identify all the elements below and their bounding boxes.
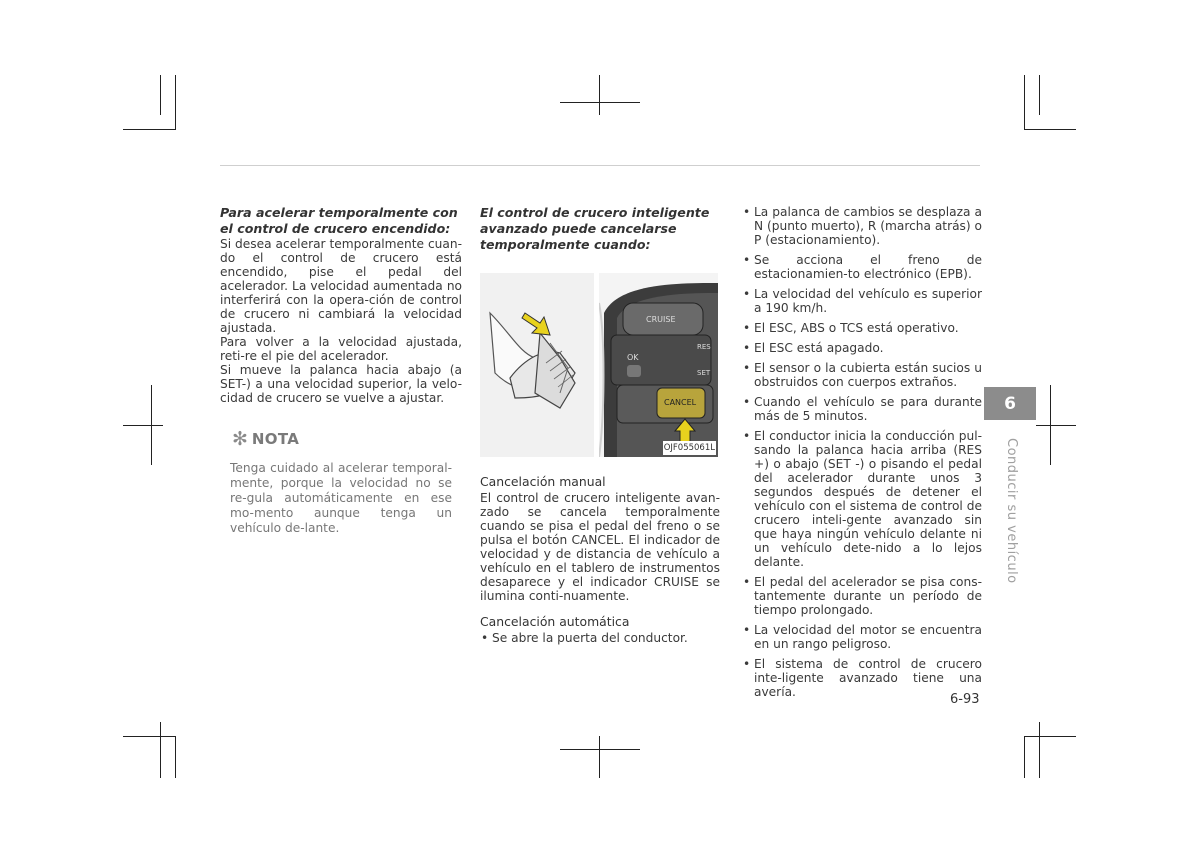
pedal-illustration xyxy=(480,273,594,457)
crop-mark xyxy=(1050,385,1051,465)
note-text: Tenga cuidado al acelerar temporal-mente, porque la velocidad no se re-gula automáticamente en ese mo-mento aunque tenga un vehículo de-lante. xyxy=(230,461,452,535)
column-2 xyxy=(480,205,720,651)
page-number: 6-93 xyxy=(950,692,980,707)
auto-cancel-list xyxy=(480,631,720,645)
list-item: • El ESC está apagado. xyxy=(743,341,884,355)
list-item: • El sensor o la cubierta están sucios u obstruidos con cuerpos extraños. xyxy=(743,361,982,389)
paragraph: El control de crucero inteligente avan-zado se cancela temporalmente cuando se pisa el pedal del freno o se pulsa el botón CANCEL. El indicador de velocidad y de distancia de vehículo a vehículo en el tablero de instrumentos desaparece y el indicador CRUISE se ilumina conti-nuamente. xyxy=(480,491,720,603)
crop-mark xyxy=(1024,75,1025,130)
crop-mark xyxy=(560,102,640,103)
paragraph: Si mueve la palanca hacia abajo (a SET-) a una velocidad superior, la velo-cidad de crucero se vuelve a ajustar. xyxy=(220,363,462,405)
res-label: RES xyxy=(697,343,711,351)
crop-mark xyxy=(1024,736,1076,737)
crop-mark xyxy=(1024,736,1025,778)
list-item: • El ESC, ABS o TCS está operativo. xyxy=(743,321,959,335)
note-label: NOTA xyxy=(251,430,300,448)
column-1 xyxy=(220,205,462,536)
crop-mark xyxy=(160,722,161,778)
crop-mark xyxy=(1024,129,1076,130)
note-header xyxy=(220,429,462,449)
brake-pedal-image xyxy=(480,273,594,457)
header-rule xyxy=(220,165,980,166)
list-item: • La velocidad del vehículo es superior a 190 km/h. xyxy=(743,287,982,315)
crop-mark xyxy=(175,736,176,778)
list-item: • El conductor inicia la conducción pul-sando la palanca hacia arriba (RES +) o abajo (SET -) o pisando el pedal del acelerador durante unos 3 segundos después de detener el vehículo con el sistema de control de crucero inteli-gente avanzado sin que haya ningún vehículo delante ni un vehículo dete-nido a lo lejos delante. xyxy=(743,429,982,569)
crop-mark xyxy=(1039,722,1040,778)
list-item: • La palanca de cambios se desplaza a N (punto muerto), R (marcha atrás) o P (estacionamiento). xyxy=(743,205,982,247)
cancel-conditions-list xyxy=(742,205,982,699)
crop-mark xyxy=(151,385,152,465)
list-item: • Se acciona el freno de estacionamien-to electrónico (EPB). xyxy=(743,253,982,281)
cruise-button-label: CRUISE xyxy=(646,315,676,324)
list-item: • La velocidad del motor se encuentra en un rango peligroso. xyxy=(743,623,982,651)
crop-mark xyxy=(560,749,640,750)
crop-mark xyxy=(160,75,161,115)
crop-mark xyxy=(599,75,600,115)
chapter-title: Conducir su vehículo xyxy=(1004,438,1019,584)
steering-wheel-image xyxy=(599,273,718,457)
figure-code: OJF055061L xyxy=(663,443,715,453)
ok-button-label: OK xyxy=(627,353,639,362)
paragraph: Para volver a la velocidad ajustada, reti-re el pie del acelerador. xyxy=(220,335,462,363)
crop-mark xyxy=(123,129,175,130)
crop-mark xyxy=(123,425,163,426)
steering-wheel-illustration xyxy=(599,273,718,457)
cancel-button-label: CANCEL xyxy=(664,398,697,407)
section-heading: El control de crucero inteligente avanzado puede cancelarse temporalmente cuando: xyxy=(480,205,710,252)
set-label: SET xyxy=(697,369,711,377)
crop-mark xyxy=(599,736,600,778)
subheading-manual: Cancelación manual xyxy=(480,474,606,489)
section-heading: Para acelerar temporalmente con el control de crucero encendido: xyxy=(220,205,458,236)
crop-mark xyxy=(1036,425,1076,426)
list-item: • Se abre la puerta del conductor. xyxy=(481,631,688,645)
list-item: • Cuando el vehículo se para durante más de 5 minutos. xyxy=(743,395,982,423)
list-item: • El pedal del acelerador se pisa cons-tantemente durante un período de tiempo prolongado. xyxy=(743,575,982,617)
note-star-icon: ✻ xyxy=(232,428,248,450)
chapter-tab: 6 xyxy=(984,387,1036,420)
paragraph: Si desea acelerar temporalmente cuan-do el control de crucero está encendido, pise el pedal del acelerador. La velocidad aumentada no interferirá con la opera-ción de control de crucero ni cambiará la velocidad ajustada. xyxy=(220,237,462,335)
list-item: • El sistema de control de crucero inte-ligente avanzado tiene una avería. xyxy=(743,657,982,699)
figure-cancel xyxy=(480,273,718,457)
column-3 xyxy=(742,205,982,705)
crop-mark xyxy=(1039,75,1040,115)
crop-mark xyxy=(175,75,176,130)
crop-mark xyxy=(123,736,175,737)
subheading-auto: Cancelación automática xyxy=(480,614,630,629)
